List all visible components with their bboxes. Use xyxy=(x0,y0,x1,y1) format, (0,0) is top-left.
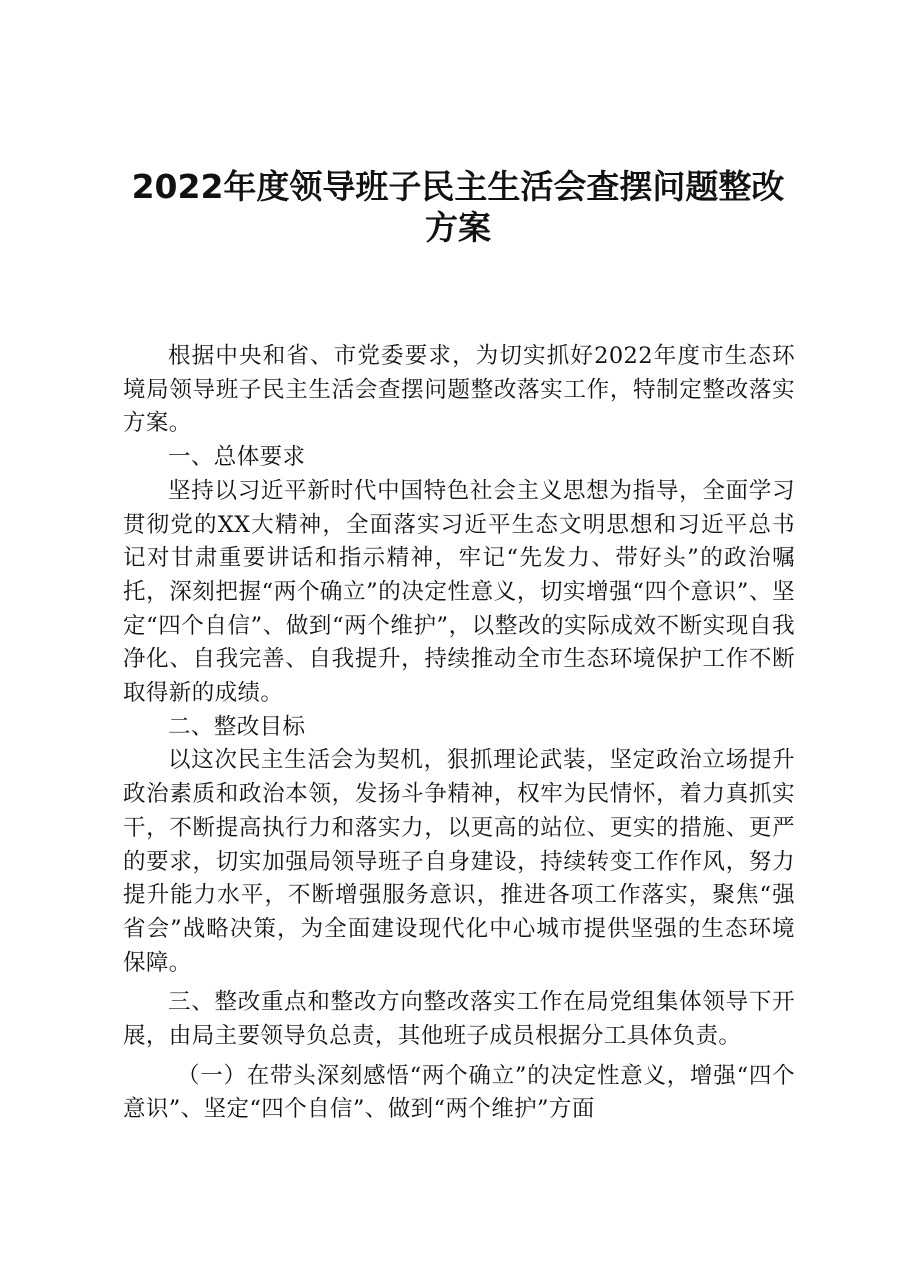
section-heading-rectification-goals: 二、整改目标 xyxy=(168,713,306,740)
intro-paragraph: 根据中央和省、市党委要求，为切实抓好2022年度市生态环境局领导班子民主生活会查摆问题整改落实工作，特制定整改落实方案。 xyxy=(123,343,795,437)
section-heading-rectification-focus: 三、整改重点和整改方向整改落实工作在局党组集体领导下开展，由局主要领导负总责，其他班子成员根据分工具体负责。 xyxy=(123,989,795,1050)
rectification-goals-paragraph: 以这次民主生活会为契机，狠抓理论武装，坚定政治立场提升政治素质和政治本领，发扬斗争精神，权牢为民情怀，着力真抓实干，不断提高执行力和落实力，以更高的站位、更实的措施、更严的要求，切实加强局领导班子自身建设，持续转变工作作风，努力提升能力水平，不断增强服务意识，推进各项工作落实，聚焦“强省会”战略决策，为全面建设现代化中心城市提供坚强的生态环境保障。 xyxy=(123,747,795,976)
document-body xyxy=(123,340,795,1127)
document-title-line-2: 方案 xyxy=(425,208,491,247)
subsection-heading-1: （一）在带头深刻感悟“两个确立”的决定性意义，增强“四个意识”、坚定“四个自信”、做到“两个维护”方面 xyxy=(123,1062,795,1123)
overall-requirements-paragraph: 坚持以习近平新时代中国特色社会主义思想为指导，全面学习贯彻党的XX大精神，全面落实习近平生态文明思想和习近平总书记对甘肃重要讲话和指示精神，牢记“先发力、带好头”的政治嘱托，深刻把握“两个确立”的决定性意义，切实增强“四个意识”、坚定“四个自信”、做到“两个维护”，以整改的实际成效不断实现自我净化、自我完善、自我提升，持续推动全市生态环境保护工作不断取得新的成绩。 xyxy=(123,477,795,707)
document-title-line-1: 2022年度领导班子民主生活会查摆问题整改 xyxy=(131,167,785,206)
section-heading-overall-requirements: 一、总体要求 xyxy=(168,444,306,471)
